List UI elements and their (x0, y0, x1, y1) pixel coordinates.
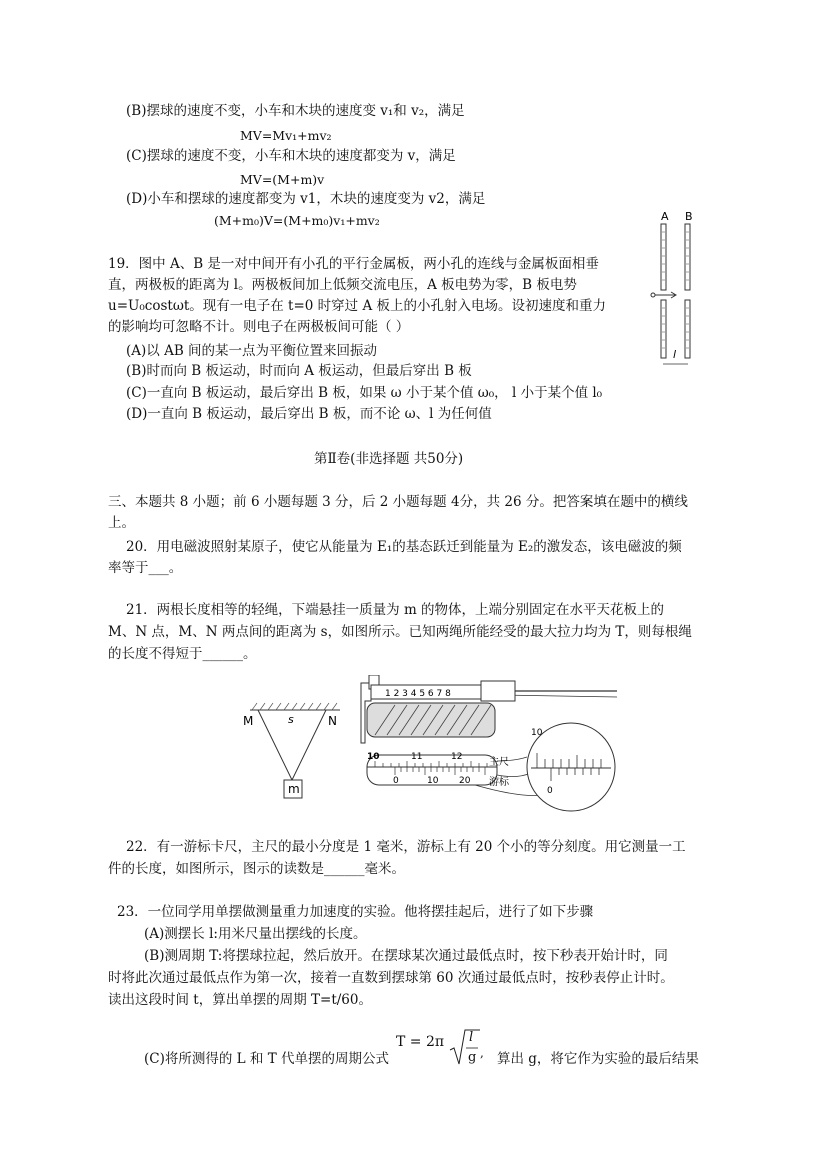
q23-step-c-prefix: (C)将所测得的 L 和 T 代单摆的周期公式 (144, 1051, 389, 1067)
q19-line2: 直，两极板的距离为 l。两极板间加上低频交流电压，A 板电势为零，B 板电势 (108, 277, 577, 293)
q19-line4: 的影响均可忽略不计。则电子在两极板间可能（ ） (108, 319, 410, 335)
formula-denominator: g (468, 1050, 477, 1065)
formula-lhs: T = 2π (396, 1034, 445, 1050)
q22-line1: 22．有一游标卡尺，主尺的最小分度是 1 毫米，游标上有 20 个小的等分刻度。用它测量一工 (126, 839, 686, 855)
q20-line2: 率等于___。 (108, 560, 183, 576)
section2-intro-line2: 上。 (108, 515, 135, 531)
q18-option-b: (B)摆球的速度不变，小车和木块的速度变 v₁和 v₂，满足 (126, 103, 465, 119)
main-scale-11: 11 (411, 752, 423, 762)
q22-line2: 件的长度，如图所示，图示的读数是______毫米。 (108, 861, 405, 877)
q19-option-a: (A)以 AB 间的某一点为平衡位置来回振动 (126, 343, 378, 359)
q19-line3: u=U₀costωt。现有一电子在 t=0 时穿过 A 板上的小孔射入电场。设初速度和重力 (108, 298, 607, 314)
q23-step-b-line2: 时将此次通过最低点作为第一次，接着一直数到摆球第 60 次通过最低点时，按秒表停止计时。 (108, 970, 674, 986)
sqrt-sign (448, 1028, 482, 1068)
q21-line1: 21．两根长度相等的轻绳，下端悬挂一质量为 m 的物体，上端分别固定在水平天花板上的 (126, 602, 665, 618)
mass-label: m (288, 782, 300, 796)
q21-line2: M、N 点，M、N 两点间的距离为 s，如图所示。已知两绳所能经受的最大拉力均为 T，则每根绳 (108, 624, 692, 640)
zoom-main-10: 10 (531, 728, 543, 738)
plate-a-label: A (661, 210, 669, 223)
caliper-scale-numbers: 1 2 3 4 5 6 7 8 (385, 689, 451, 699)
q18-option-c: (C)摆球的速度不变，小车和木块的速度都变为 v，满足 (126, 148, 456, 164)
rope-left (258, 710, 292, 780)
plate-b (685, 224, 690, 358)
section2-intro-line1: 三、本题共 8 小题；前 6 小题每题 3 分，后 2 小题每题 4分，共 26 分。把答案填在题中的横线 (108, 494, 688, 510)
parallel-plates-figure (645, 208, 705, 368)
workpiece (367, 703, 495, 737)
vernier-scale-20: 20 (459, 776, 471, 786)
main-scale-12: 12 (451, 752, 463, 762)
plate-a (661, 224, 666, 358)
q23-step-c-suffix: 算出 g，将它作为实验的最后结果 (497, 1051, 699, 1067)
point-n-label: N (328, 714, 337, 728)
period-formula: T = 2π l g , (396, 1028, 486, 1072)
q23-line1: 23．一位同学用单摆做测量重力加速度的实验。他将摆挂起后，进行了如下步骤 (117, 904, 594, 920)
electron-dot (651, 293, 655, 297)
q23-step-b-line1: (B)测周期 T:将摆球拉起，然后放开。在摆球某次通过最低点时，按下秒表开始计时，同 (144, 948, 668, 964)
vernier-label: 游标 (489, 777, 509, 788)
q19-line1: 19．图中 A、B 是一对中间开有小孔的平行金属板，两小孔的连线与金属板面相垂 (108, 256, 599, 272)
hanging-mass-figure (240, 700, 350, 805)
section2-title: 第Ⅱ卷(非选择题 共50分) (314, 451, 464, 467)
plate-b-label: B (685, 210, 693, 223)
vernier-scale-0: 0 (393, 776, 399, 786)
q21-line3: 的长度不得短于______。 (108, 646, 257, 662)
formula-numerator: l (469, 1030, 474, 1045)
q23-step-b-line3: 读出这段时间 t，算出单摆的周期 T=t/60。 (108, 992, 372, 1008)
q18-option-c-equation: MV=(M+m)v (240, 172, 325, 187)
main-scale-label: 主尺 (489, 757, 509, 768)
point-m-label: M (243, 714, 254, 728)
q20-line1: 20．用电磁波照射某原子，使它从能量为 E₁的基态跃迁到能量为 E₂的激发态，该电磁波的频 (126, 539, 682, 555)
q18-option-b-equation: MV=Mv₁+mv₂ (240, 128, 332, 143)
q19-option-b: (B)时而向 B 板运动，时而向 A 板运动，但最后穿出 B 板 (126, 363, 472, 379)
q23-step-a: (A)测摆长 l:用米尺量出摆线的长度。 (144, 926, 367, 942)
q19-option-c: (C)一直向 B 板运动，最后穿出 B 板，如果 ω 小于某个值 ω₀， l 小于某个值 l₀ (126, 385, 603, 401)
q19-option-d: (D)一直向 B 板运动，最后穿出 B 板，而不论 ω、l 为任何值 (126, 406, 492, 422)
q18-option-d: (D)小车和摆球的速度都变为 v1，木块的速度变为 v2，满足 (126, 191, 486, 207)
plate-distance-label: l (673, 348, 677, 361)
zoom-vernier-0: 0 (547, 786, 553, 796)
rope-right (292, 710, 326, 780)
distance-s-label: s (288, 713, 294, 726)
vernier-caliper-figure (355, 675, 620, 815)
q18-option-d-equation: (M+m₀)V=(M+m₀)v₁+mv₂ (214, 213, 380, 228)
vernier-scale-10: 10 (427, 776, 439, 786)
main-scale-10: 10 (367, 752, 380, 762)
